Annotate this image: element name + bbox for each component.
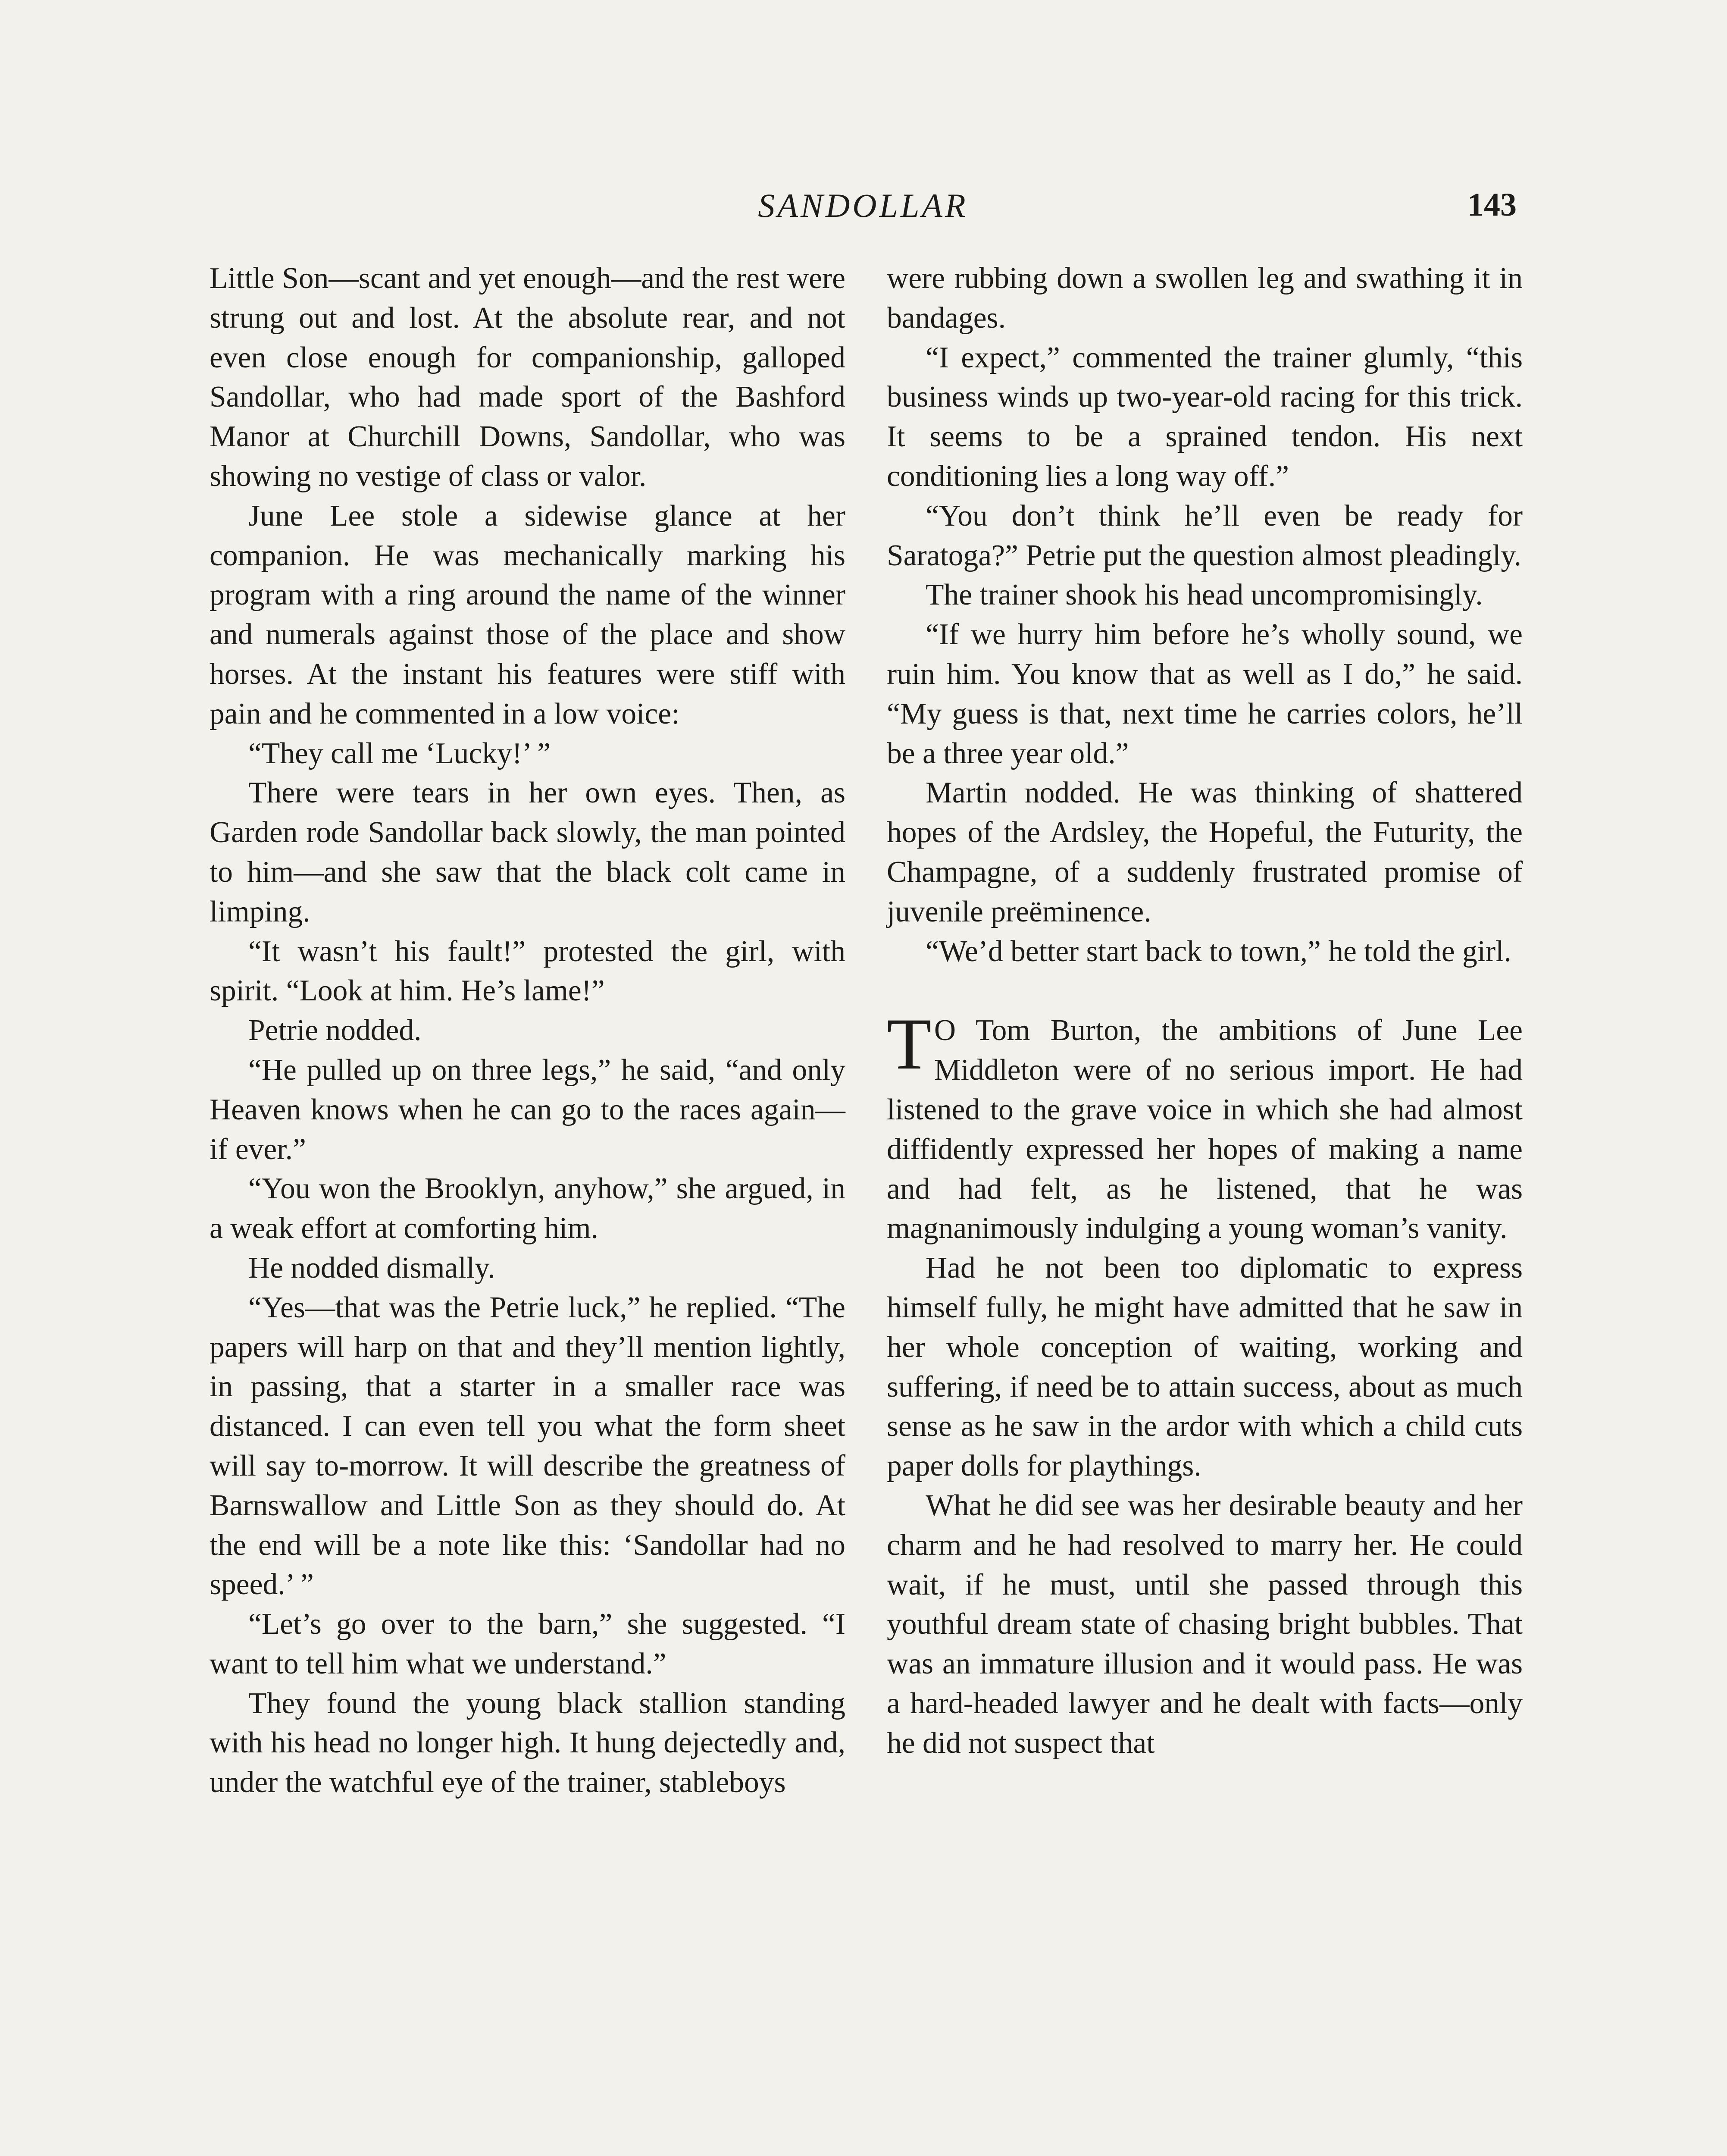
paragraph: They found the young black stallion standing with his head no longer high. It hung dejectedly and, under the watchful eye of the trainer, stableboys	[210, 1686, 845, 1799]
paragraph: June Lee stole a sidewise glance at her companion. He was mechanically marking his program with a ring around the name of the winner and numerals against those of the place and show horses. At the instant his features were stiff with pain and he commented in a low voice:	[210, 499, 845, 730]
paragraph: Petrie nodded.	[248, 1014, 422, 1047]
paragraph: were rubbing down a swollen leg and swathing it in bandages.	[887, 262, 1523, 335]
paragraph: “If we hurry him before he’s wholly sound, we ruin him. You know that as well as I do,” he said. “My guess is that, next time he carries colors, he’ll be a three year old.”	[887, 618, 1523, 770]
paragraph: He nodded dismally.	[248, 1251, 495, 1285]
right-column	[887, 259, 1523, 1763]
paragraph: “You don’t think he’ll even be ready for Saratoga?” Petrie put the question almost pleadingly.	[887, 499, 1523, 572]
paragraph: “We’d better start back to town,” he told the girl.	[926, 934, 1511, 968]
paragraph: “I expect,” commented the trainer glumly, “this business winds up two-year-old racing for this trick. It seems to be a sprained tendon. His next conditioning lies a long way off.”	[887, 341, 1523, 493]
left-column	[210, 259, 845, 1802]
section-opening-text: O Tom Burton, the ambitions of June Lee Middleton were of no serious import. He had listened to the grave voice in which she had almost diffidently expressed her hopes of making a name and had felt, as he listened, that he was magnanimously indulging a young woman’s vanity.	[887, 1014, 1523, 1245]
paragraph: There were tears in her own eyes. Then, as Garden rode Sandollar back slowly, the man pointed to him—and she saw that the black colt came in limping.	[210, 776, 845, 928]
paragraph: “They call me ‘Lucky!’ ”	[248, 736, 551, 770]
paragraph: Martin nodded. He was thinking of shattered hopes of the Ardsley, the Hopeful, the Futurity, the Champagne, of a suddenly frustrated promise of juvenile preëminence.	[887, 776, 1523, 928]
running-title: SANDOLLAR	[758, 187, 968, 224]
page-header	[210, 186, 1517, 234]
section-opening-paragraph	[887, 1003, 1523, 1248]
paragraph: “Let’s go over to the barn,” she suggested. “I want to tell him what we understand.”	[210, 1608, 845, 1680]
paragraph: Had he not been too diplomatic to express himself fully, he might have admitted that he saw in her whole conception of waiting, working and suffering, if need be to attain success, about as much sense as he saw in the ardor with which a child cuts paper dolls for playthings.	[887, 1251, 1523, 1483]
paragraph: “Yes—that was the Petrie luck,” he replied. “The papers will harp on that and they’ll mention lightly, in passing, that a starter in a smaller race was distanced. I can even tell you what the form sheet will say to-morrow. It will describe the greatness of Barnswallow and Little Son as they should do. At the end will be a note like this: ‘Sandollar had no speed.’ ”	[210, 1291, 845, 1601]
paragraph: The trainer shook his head uncompromisingly.	[926, 578, 1483, 612]
paragraph: “You won the Brooklyn, anyhow,” she argued, in a weak effort at comforting him.	[210, 1172, 845, 1245]
page-number: 143	[1467, 187, 1517, 223]
paragraph: Little Son—scant and yet enough—and the rest were strung out and lost. At the absolute rear, and not even close enough for companionship, galloped Sandollar, who had made sport of the Bashford Manor at Churchill Downs, Sandollar, who was showing no vestige of class or valor.	[210, 262, 845, 493]
paragraph: “It wasn’t his fault!” protested the girl, with spirit. “Look at him. He’s lame!”	[210, 934, 845, 1008]
paragraph: “He pulled up on three legs,” he said, “and only Heaven knows when he can go to the races again—if ever.”	[210, 1053, 845, 1166]
drop-cap: T	[887, 1003, 932, 1085]
paragraph: What he did see was her desirable beauty and her charm and he had resolved to marry her. He could wait, if he must, until she passed through this youthful dream state of chasing bright bubbles. That was an immature illusion and it would pass. He was a hard-headed lawyer and he dealt with facts—only he did not suspect that	[887, 1489, 1523, 1760]
